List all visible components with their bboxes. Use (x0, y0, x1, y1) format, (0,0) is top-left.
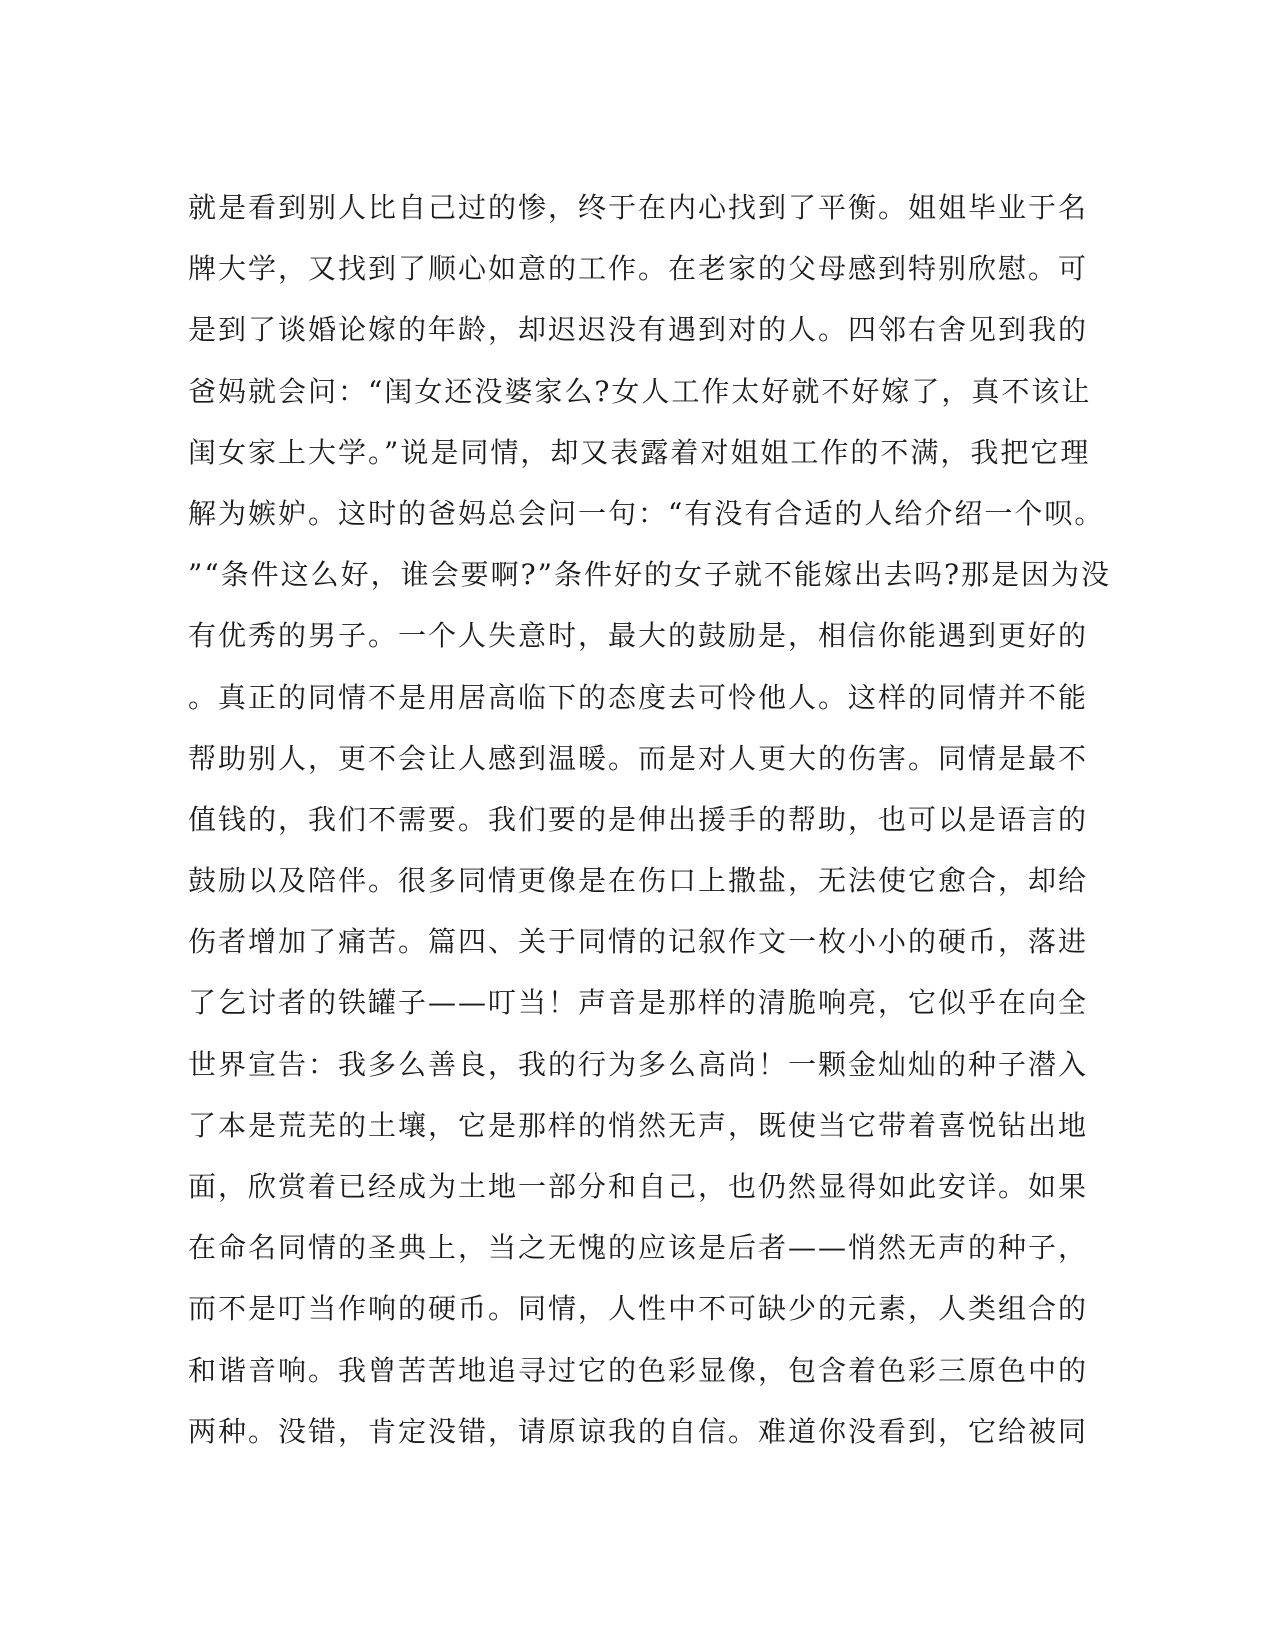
text-line: 有优秀的男子。一个人失意时，最大的鼓励是，相信你能遇到更好的 (188, 619, 1089, 653)
text-line: 解为嫉妒。这时的爸妈总会问一句：“有没有合适的人给介绍一个呗。 (188, 496, 1105, 530)
text-line: 闺女家上大学。”说是同情，却又表露着对姐姐工作的不满，我把它理 (188, 435, 1091, 469)
text-line: 鼓励以及陪伴。很多同情更像是在伤口上撒盐，无法使它愈合，却给 (188, 864, 1089, 898)
text-line: 在命名同情的圣典上，当之无愧的应该是后者——悄然无声的种子， (188, 1231, 1089, 1265)
text-line: 面，欣赏着已经成为土地一部分和自己，也仍然显得如此安详。如果 (188, 1170, 1089, 1203)
text-line: 就是看到别人比自己过的惨，终于在内心找到了平衡。姐姐毕业于名 (188, 191, 1089, 224)
text-line: 而不是叮当作响的硬币。同情，人性中不可缺少的元素，人类组合的 (188, 1292, 1089, 1326)
text-line: 牌大学，又找到了顺心如意的工作。在老家的父母感到特别欣慰。可 (188, 252, 1089, 286)
text-line: 值钱的，我们不需要。我们要的是伸出援手的帮助，也可以是语言的 (188, 802, 1089, 836)
text-line: 伤者增加了痛苦。篇四、关于同情的记叙作文一枚小小的硬币，落进 (188, 925, 1089, 959)
body-text (188, 190, 1111, 1475)
text-line: ”“条件这么好，谁会要啊?”条件好的女子就不能嫁出去吗?那是因为没 (188, 558, 1111, 592)
text-line: 帮助别人，更不会让人感到温暖。而是对人更大的伤害。同情是最不 (188, 741, 1089, 775)
text-line: 和谐音响。我曾苦苦地追寻过它的色彩显像，包含着色彩三原色中的 (188, 1353, 1089, 1387)
text-line: 是到了谈婚论嫁的年龄，却迟迟没有遇到对的人。四邻右舍见到我的 (188, 313, 1089, 347)
text-line: 爸妈就会问：“闺女还没婆家么?女人工作太好就不好嫁了，真不该让 (188, 374, 1092, 408)
text-line: 两种。没错，肯定没错，请原谅我的自信。难道你没看到，它给被同 (188, 1414, 1089, 1448)
text-line: 了乞讨者的铁罐子——叮当！声音是那样的清脆响亮，它似乎在向全 (188, 986, 1089, 1020)
text-line: 。真正的同情不是用居高临下的态度去可怜他人。这样的同情并不能 (188, 680, 1089, 714)
text-line: 世界宣告：我多么善良，我的行为多么高尚！一颗金灿灿的种子潜入 (188, 1047, 1089, 1081)
text-line: 了本是荒芜的土壤，它是那样的悄然无声，既使当它带着喜悦钻出地 (188, 1108, 1089, 1142)
